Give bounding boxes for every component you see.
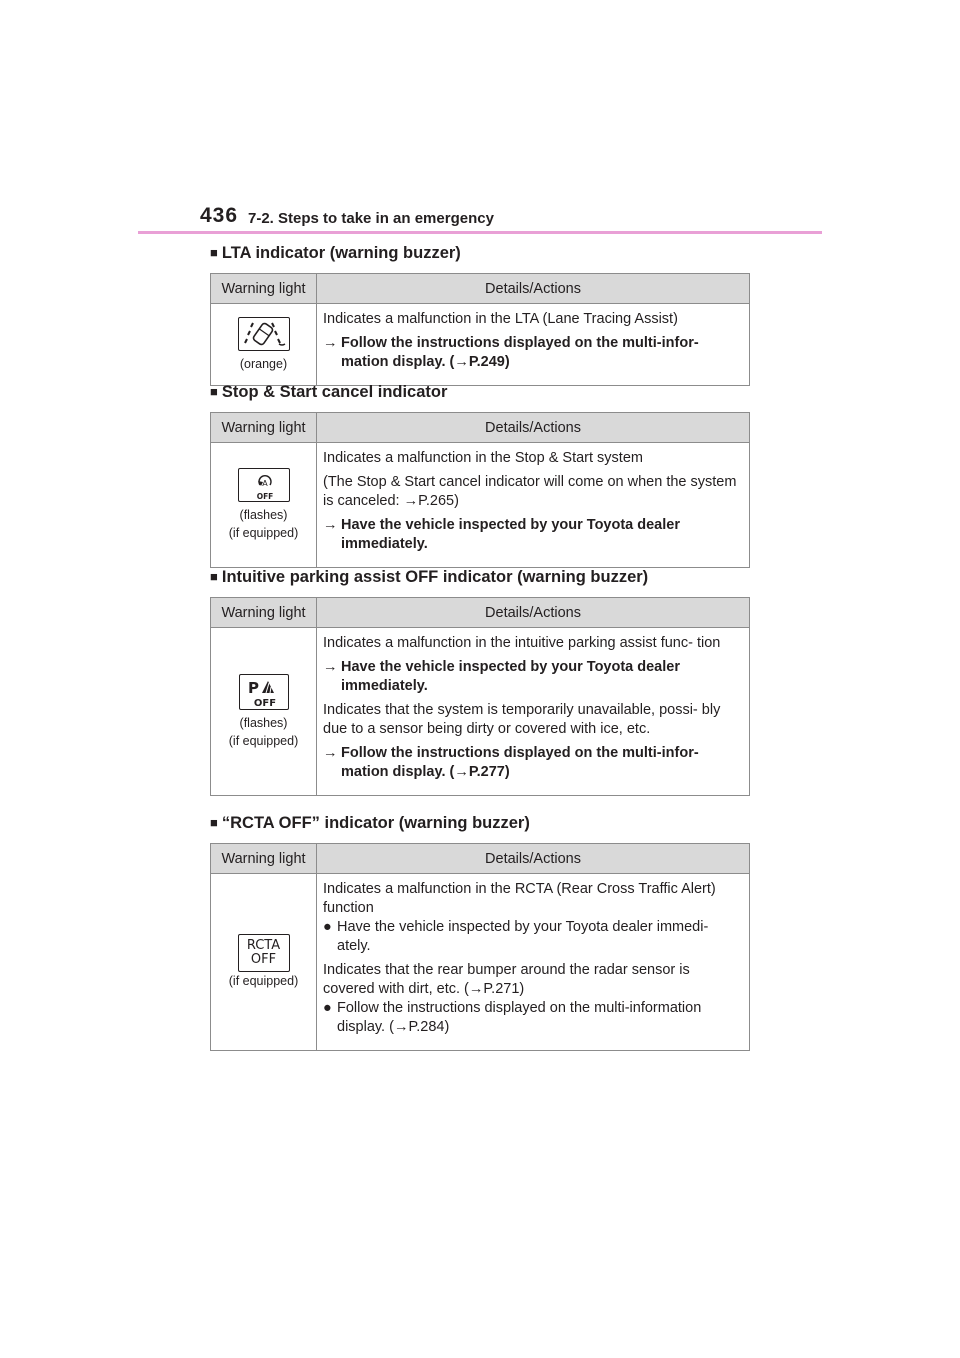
table-row [211,874,750,1051]
rcta-icon-label-top: RCTA [246,938,281,953]
rcta-table [210,843,750,1051]
stop-start-heading: ■ Stop & Start cancel indicator [210,383,448,401]
arrow-icon: → [323,335,338,351]
table-header-row [211,844,750,874]
details-cell [317,304,750,386]
detail-text: Indicates a malfunction in the RCTA (Rear Cross Traffic Alert) function [323,881,716,916]
square-bullet-icon: ■ [210,569,218,584]
parking-assist-table [210,597,750,796]
svg-text:A: A [261,479,268,488]
warning-light-cell [211,874,317,1051]
lta-heading: ■ LTA indicator (warning buzzer) [210,244,461,262]
arrow-icon: → [323,517,338,533]
header-rule [138,231,822,234]
page-number: 436 [200,204,239,227]
icon-note: (if equipped) [228,526,299,540]
detail-action: → Have the vehicle inspected by your Toyota dealer immediately. [323,517,680,552]
col-warning-light: Warning light [211,844,317,874]
col-details-actions: Details/Actions [317,413,750,443]
bullet-icon: ● [323,919,332,935]
lta-lane-icon [238,317,290,351]
detail-action: → Follow the instructions displayed on the multi-infor- mation display. (→P.277) [323,745,699,780]
svg-text:OFF: OFF [256,492,273,501]
detail-text: (The Stop & Start cancel indicator will come on when the system is canceled: →P.265) [323,474,737,509]
icon-note: (flashes) [239,715,288,730]
details-cell [317,874,750,1051]
table-header-row [211,598,750,628]
square-bullet-icon: ■ [210,245,218,260]
detail-action: → Follow the instructions displayed on the multi-infor- mation display. (→P.249) [323,335,699,370]
detail-text: Indicates a malfunction in the Stop & Start system [323,450,643,466]
table-header-row [211,274,750,304]
col-warning-light: Warning light [211,413,317,443]
parking-assist-off-icon [239,674,289,710]
icon-note: (orange) [239,356,288,371]
parking-assist-heading: ■ Intuitive parking assist OFF indicator (warning buzzer) [210,568,649,586]
table-row [211,443,750,568]
square-bullet-icon: ■ [210,384,218,399]
lta-table [210,273,750,386]
detail-bullet: ● Have the vehicle inspected by your Toyota dealer immedi- ately. [323,919,709,954]
svg-text:P: P [247,678,259,697]
detail-bullet: ● Follow the instructions displayed on the multi-information display. (→P.284) [323,1000,702,1035]
rcta-icon-label-bottom: OFF [250,952,277,967]
col-warning-light: Warning light [211,598,317,628]
rcta-heading: ■ “RCTA OFF” indicator (warning buzzer) [210,814,530,832]
warning-light-cell [211,443,317,568]
col-details-actions: Details/Actions [317,274,750,304]
arrow-icon: → [323,745,338,761]
icon-note: (if equipped) [228,733,299,748]
rcta-off-icon [238,934,290,972]
section-title: 7-2. Steps to take in an emergency [248,210,494,227]
warning-light-cell [211,304,317,386]
table-row [211,304,750,386]
svg-text:OFF: OFF [253,697,276,709]
detail-text: Indicates a malfunction in the intuitive parking assist func- tion [323,635,721,651]
bullet-icon: ● [323,1000,332,1016]
arrow-icon: → [323,659,338,675]
detail-text: Indicates a malfunction in the LTA (Lane Tracing Assist) [323,311,678,327]
detail-text: Indicates that the rear bumper around the radar sensor is covered with dirt, etc. (→P.271) [323,962,690,997]
col-details-actions: Details/Actions [317,598,750,628]
details-cell [317,443,750,568]
table-row [211,628,750,796]
square-bullet-icon: ■ [210,815,218,830]
stop-start-table [210,412,750,568]
details-cell [317,628,750,796]
detail-action: → Have the vehicle inspected by your Toyota dealer immediately. [323,659,680,694]
icon-note: (if equipped) [228,974,299,988]
col-details-actions: Details/Actions [317,844,750,874]
stop-start-off-icon [238,468,290,502]
warning-light-cell [211,628,317,796]
col-warning-light: Warning light [211,274,317,304]
table-header-row [211,413,750,443]
icon-note: (flashes) [239,508,288,522]
detail-text: Indicates that the system is temporarily unavailable, possi- bly due to a sensor being dirty or covered with ice, etc. [323,702,721,737]
